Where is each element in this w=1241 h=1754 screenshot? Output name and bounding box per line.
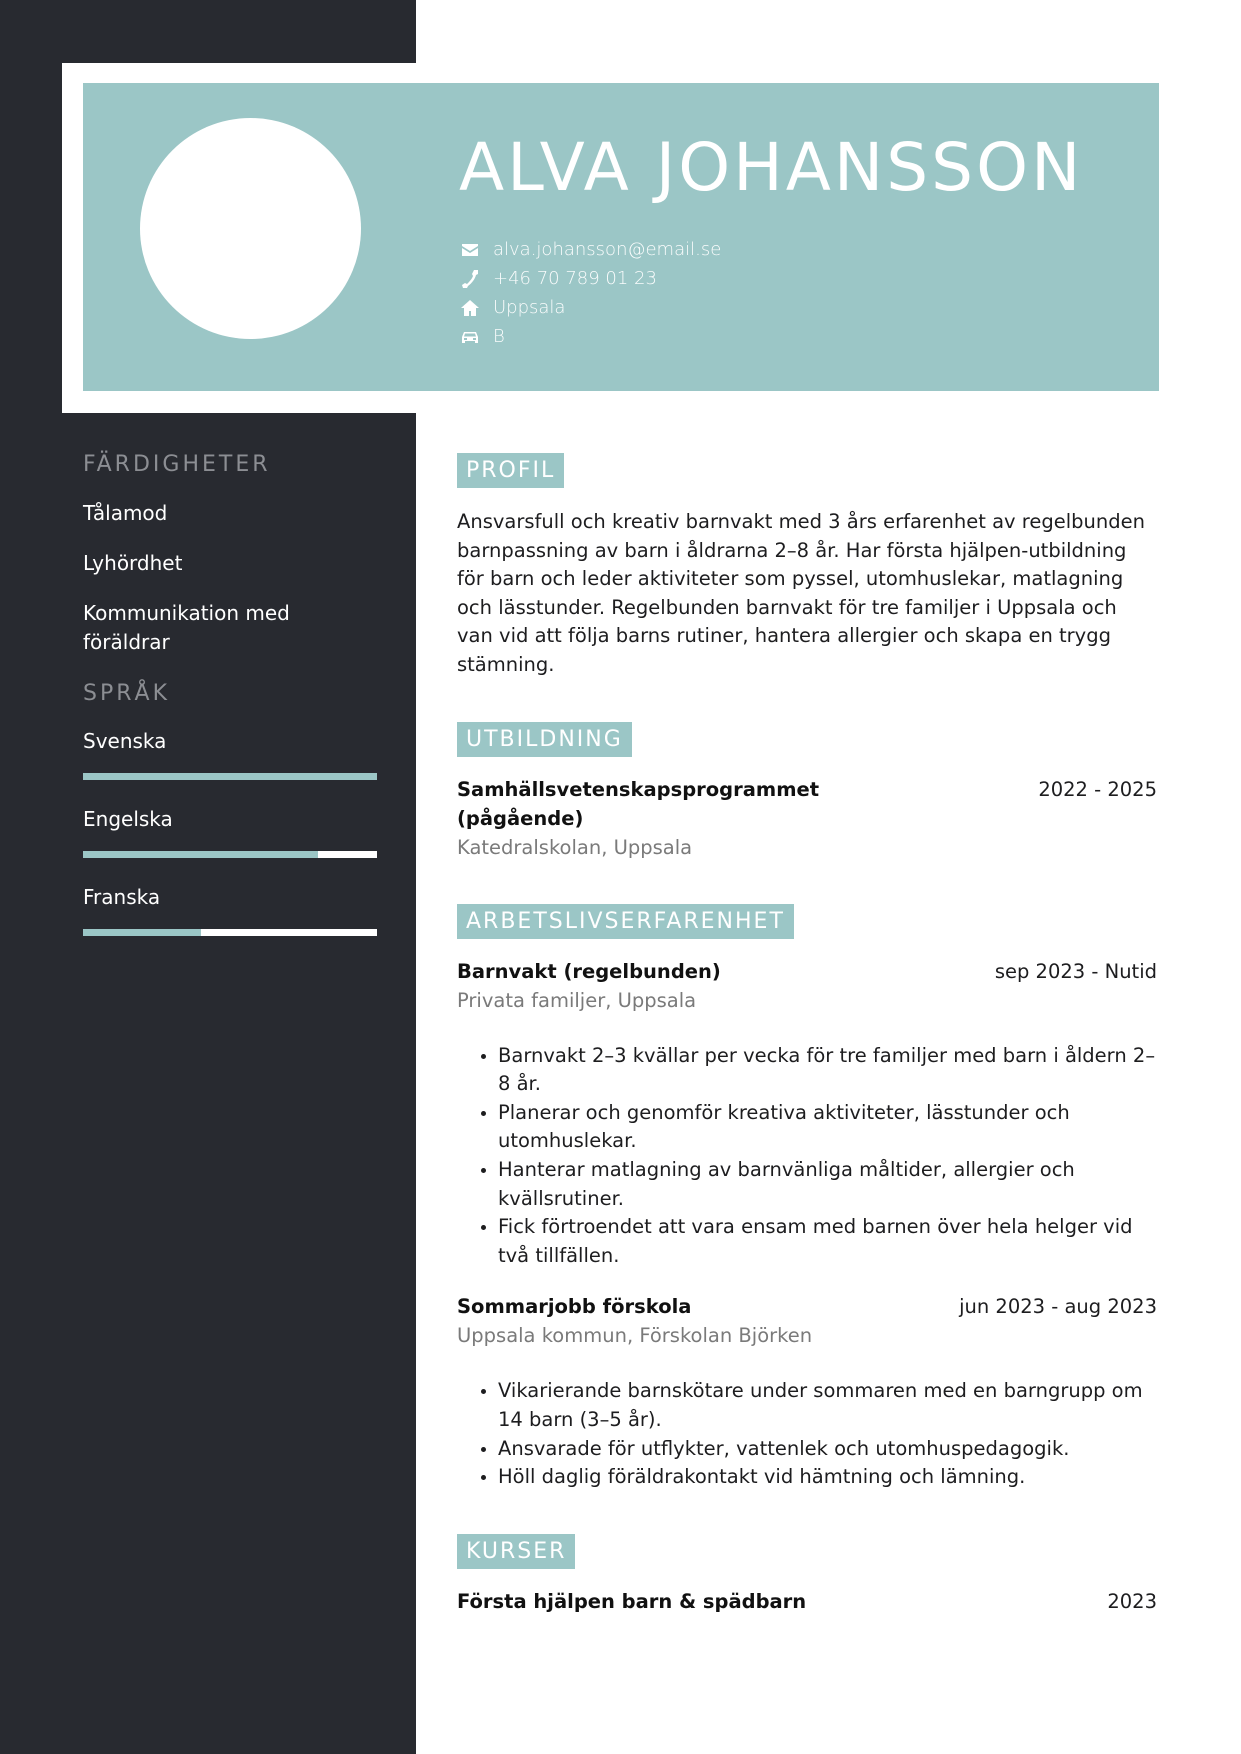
profile-section xyxy=(457,453,1157,680)
entry-title: Sommarjobb förskola xyxy=(457,1295,692,1319)
contact-location xyxy=(459,293,721,322)
car-icon xyxy=(459,327,481,347)
bullet-item: • Höll daglig föräldrakontakt vid hämtning och lämning. xyxy=(498,1463,1157,1492)
bullet-item: • Fick förtroendet att vara ensam med barnen över hela helger vid två tillfällen. xyxy=(498,1213,1157,1270)
entry-place: Privata familjer, Uppsala xyxy=(457,988,697,1012)
profile-text: Ansvarsfull och kreativ barnvakt med 3 års erfarenhet av regelbunden barnpassning av barn i åldrarna 2–8 år. Har första hjälpen-utbildning för barn och leder aktiviteter som pyssel, utomhuslekar, matlagning och lässtunder. Regelbunden barnvakt för tre familjer i Uppsala och van vid att följa barns rutiner, hantera allergier och skapa en trygg stämning. xyxy=(457,510,1145,676)
bullet-item: • Barnvakt 2–3 kvällar per vecka för tre familjer med barn i åldern 2–8 år. xyxy=(498,1042,1157,1099)
entry-title: Barnvakt (regelbunden) xyxy=(457,959,721,983)
experience-entry xyxy=(457,1292,1157,1491)
language-level-bar xyxy=(83,773,377,780)
envelope-icon xyxy=(459,240,481,260)
language-level-fill xyxy=(83,851,318,858)
language-name: Engelska xyxy=(83,807,173,831)
bullet-item: • Hanterar matlagning av barnvänliga måltider, allergier och kvällsrutiner. xyxy=(498,1156,1157,1213)
phone-icon xyxy=(459,269,481,289)
bullet-list xyxy=(457,1042,1157,1271)
bullet-item: • Vikarierande barnskötare under sommaren med en barngrupp om 14 barn (3–5 år). xyxy=(498,1377,1157,1434)
language-name: Franska xyxy=(83,885,161,909)
languages-heading: SPRÅK xyxy=(83,681,170,706)
experience-section xyxy=(457,904,1157,1492)
entry-date: sep 2023 - Nutid xyxy=(994,959,1157,983)
section-title-profile: PROFIL xyxy=(457,453,564,488)
language-level-fill xyxy=(83,773,377,780)
sidebar xyxy=(83,452,378,962)
language-level-fill xyxy=(83,929,201,936)
skill-item: Kommunikation med föräldrar xyxy=(83,601,290,654)
entry-date: 2022 - 2025 xyxy=(1038,777,1157,801)
entry-title: Samhällsvetenskapsprogrammet (pågående) xyxy=(457,777,820,830)
home-icon xyxy=(459,298,481,318)
entry-date: 2023 xyxy=(1107,1589,1157,1613)
header xyxy=(83,83,1159,391)
license-text: B xyxy=(493,326,505,347)
section-title-education: UTBILDNING xyxy=(457,722,632,757)
education-section xyxy=(457,722,1157,862)
language-level-bar xyxy=(83,851,377,858)
course-entry xyxy=(457,1587,1157,1616)
experience-entry xyxy=(457,957,1157,1271)
bullet-list xyxy=(457,1377,1157,1491)
bullet-item: • Planerar och genomför kreativa aktiviteter, lässtunder och utomhuslekar. xyxy=(498,1099,1157,1156)
skill-item: Tålamod xyxy=(83,501,168,525)
section-title-courses: KURSER xyxy=(457,1534,575,1569)
main-content xyxy=(457,453,1157,1616)
contact-phone xyxy=(459,264,721,293)
email-text[interactable]: alva.johansson@email.se xyxy=(493,239,722,260)
languages-section xyxy=(83,681,378,936)
skills-heading: FÄRDIGHETER xyxy=(83,452,271,477)
contact-list xyxy=(459,235,721,351)
entry-place: Katedralskolan, Uppsala xyxy=(457,835,693,859)
phone-text[interactable]: +46 70 789 01 23 xyxy=(493,268,657,289)
language-level-bar xyxy=(83,929,377,936)
entry-place: Uppsala kommun, Förskolan Björken xyxy=(457,1324,813,1348)
skill-item: Lyhördhet xyxy=(83,551,183,575)
candidate-name: ALVA JOHANSSON xyxy=(459,129,1084,206)
bullet-item: • Ansvarade för utflykter, vattenlek och utomhuspedagogik. xyxy=(498,1435,1157,1464)
section-title-experience: ARBETSLIVSERFARENHET xyxy=(457,904,794,939)
contact-license xyxy=(459,322,721,351)
courses-section xyxy=(457,1534,1157,1616)
education-entry xyxy=(457,775,1157,862)
entry-title: Första hjälpen barn & spädbarn xyxy=(457,1589,807,1613)
contact-email xyxy=(459,235,721,264)
profile-photo-placeholder xyxy=(140,118,361,339)
language-name: Svenska xyxy=(83,729,167,753)
location-text: Uppsala xyxy=(493,297,566,318)
entry-date: jun 2023 - aug 2023 xyxy=(959,1295,1157,1319)
